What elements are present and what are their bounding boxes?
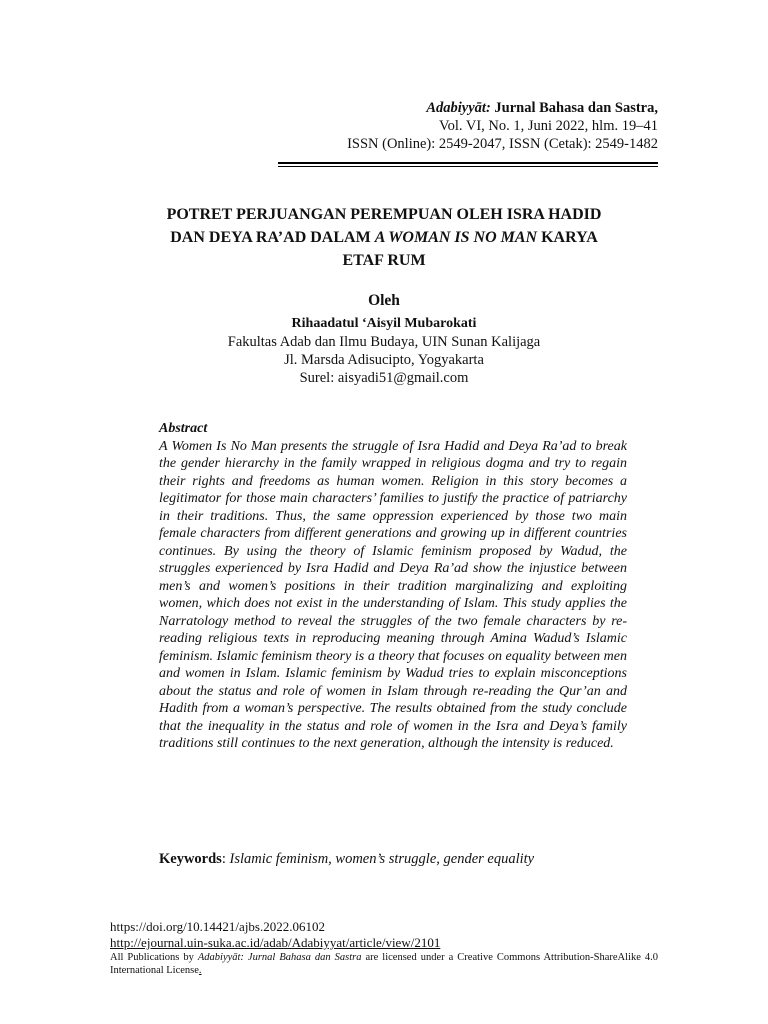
keywords-values: Islamic feminism, women’s struggle, gender equality <box>229 851 535 867</box>
author-email: Surel: aisyadi51@gmail.com <box>299 370 469 386</box>
article-title <box>0 203 768 272</box>
title-book-name: A WOMAN IS NO MAN <box>374 229 538 246</box>
article-url-link[interactable]: http://ejournal.uin-suka.ac.id/adab/Adabiyyat/article/view/2101 <box>110 935 441 950</box>
title-line-2-prefix: DAN DEYA RA’AD DALAM <box>170 229 375 246</box>
author-address: Jl. Marsda Adisucipto, Yogyakarta <box>284 352 484 368</box>
abstract-heading: Abstract <box>159 421 208 436</box>
doi-link[interactable]: https://doi.org/10.14421/ajbs.2022.06102 <box>110 919 325 934</box>
title-line-3: ETAF RUM <box>342 252 426 269</box>
author-name: Rihaadatul ‘Aisyil Mubarokati <box>291 316 477 331</box>
license-notice <box>110 951 658 977</box>
page-footer <box>110 919 658 977</box>
journal-name-rest: Jurnal Bahasa dan Sastra, <box>490 100 658 116</box>
journal-name-line <box>347 99 658 117</box>
title-line-2 <box>0 226 768 249</box>
author-block <box>0 291 768 387</box>
keywords-section <box>159 850 627 868</box>
license-suffix[interactable]: are licensed under a Creative Commons Attribution-ShareAlike 4.0 International License <box>110 952 658 976</box>
license-end: . <box>198 965 202 976</box>
header-rule-thin <box>278 166 658 167</box>
keywords-separator: : <box>221 851 230 867</box>
license-prefix: All Publications by <box>110 952 198 963</box>
abstract-section <box>159 420 627 753</box>
by-label: Oleh <box>368 292 400 309</box>
abstract-body: A Women Is No Man presents the struggle of Isra Hadid and Deya Ra’ad to break the gender hierarchy in the family wrapped in religious dogma and try to regain their rights and freedoms as human women. Religion in this story becomes a legitimator for those main characters’ families to justify the practice of patriarchy in their traditions. Thus, the same oppression experienced by those two main female characters from different generations and growing up in different countries continues. By using the theory of Islamic feminism proposed by Wadud, the struggles experienced by Isra Hadid and Deya Ra’ad show the injustice between men’s and women’s positions in their tradition marginalizing and exploiting women, which does not exist in the understanding of Islam. This study applies the Narratology method to reveal the struggles of the two female characters by re-reading religious texts in reproducing meaning through Amina Wadud’s Islamic feminism. Islamic feminism theory is a theory that focuses on equality between men and women in Islam. Islamic feminism by Wadud tries to explain misconceptions about the status and role of women in Islam through re-reading the Qur’an and Hadith from a woman’s perspective. The results obtained from the study conclude that the inequality in the status and role of women in the Isra and Deya’s family traditions still continues to the next generation, although the intensity is reduced. <box>159 438 627 751</box>
keywords-label: Keywords <box>159 851 222 867</box>
license-journal: Adabiyyāt: Jurnal Bahasa dan Sastra <box>197 952 362 963</box>
author-affiliation: Fakultas Adab dan Ilmu Budaya, UIN Sunan Kalijaga <box>227 334 541 350</box>
journal-header <box>347 99 658 153</box>
title-line-2-suffix: KARYA <box>537 229 598 246</box>
issn-line: ISSN (Online): 2549-2047, ISSN (Cetak): 2549-1482 <box>347 136 658 152</box>
volume-line: Vol. VI, No. 1, Juni 2022, hlm. 19–41 <box>439 118 658 134</box>
title-line-1: POTRET PERJUANGAN PEREMPUAN OLEH ISRA HADID <box>166 206 602 223</box>
header-rule-thick <box>278 162 658 164</box>
journal-name-italic: Adabiyyāt: <box>426 100 491 116</box>
